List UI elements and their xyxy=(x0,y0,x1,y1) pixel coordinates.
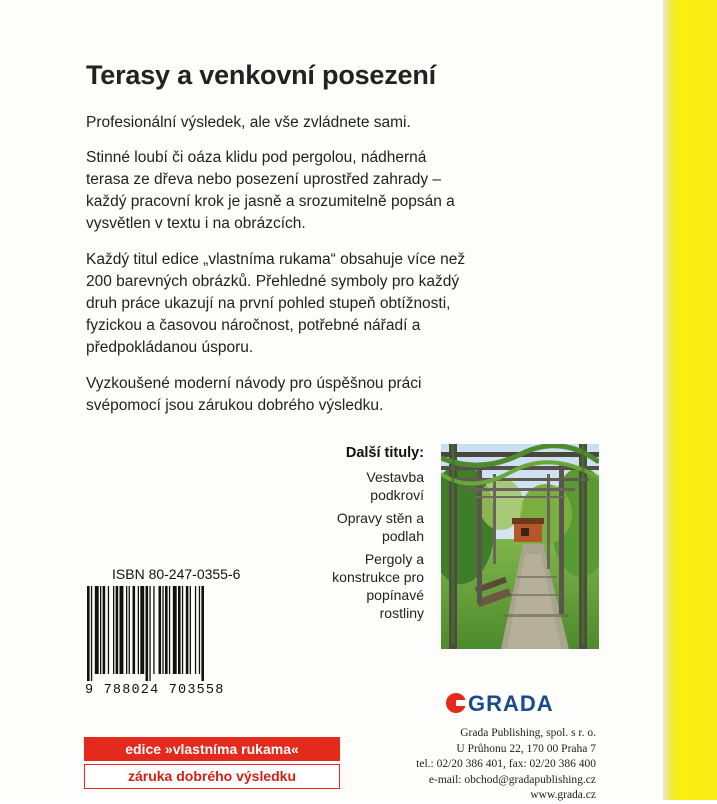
pergola-photo xyxy=(441,444,599,649)
isbn-text: ISBN 80-247-0355-6 xyxy=(112,566,241,582)
other-title-item: Vestavba podkroví xyxy=(366,469,424,503)
yellow-spine xyxy=(663,0,717,800)
intro-paragraph: Profesionální výsledek, ale vše zvládnete sami. xyxy=(86,114,411,131)
closing-paragraph: Vyzkoušené moderní návody pro úspěšnou práci svépomocí jsou zárukou dobrého výsledku. xyxy=(86,375,422,414)
other-titles xyxy=(326,444,424,627)
other-title-item: Pergoly a konstrukce pro popínavé rostliny xyxy=(332,551,424,621)
barcode-icon xyxy=(85,586,243,681)
book-title: Terasy a venkovní posezení xyxy=(86,60,436,90)
series-label: edice »vlastníma rukama« xyxy=(84,737,340,761)
publisher-line: Grada Publishing, spol. s r. o. xyxy=(460,727,596,739)
publisher-line: tel.: 02/20 386 401, fax: 02/20 386 400 xyxy=(416,758,596,770)
series-paragraph: Každý titul edice „vlastníma rukama“ obsahuje více než 200 barevných obrázků. Přehledné symboly pro každý druh práce ukazují na první pohled stupeň obtížnosti, fyzickou a časovou náročnost, potřebné nářadí a předpokládanou úsporu. xyxy=(86,251,466,356)
description-paragraph: Stinné loubí či oáza klidu pod pergolou, nádherná terasa ze dřeva nebo posezení uprostřed zahrady – každý pracovní krok je jasně a srozumitelně popsán a vysvětlen v textu i na obrázcích. xyxy=(86,149,455,232)
barcode-number: 9 788024 703558 xyxy=(85,683,225,698)
grada-logo-text: GRADA xyxy=(468,691,554,716)
publisher-line: U Průhonu 22, 170 00 Praha 7 xyxy=(456,742,596,755)
publisher-line: www.grada.cz xyxy=(530,789,596,801)
other-title-item: Opravy stěn a podlah xyxy=(336,510,424,544)
publisher-line: e-mail: obchod@gradapublishing.cz xyxy=(428,773,596,786)
publisher-info xyxy=(380,726,596,804)
series-tagline: záruka dobrého výsledku xyxy=(84,764,340,789)
other-titles-heading: Další tituly: xyxy=(345,445,424,461)
